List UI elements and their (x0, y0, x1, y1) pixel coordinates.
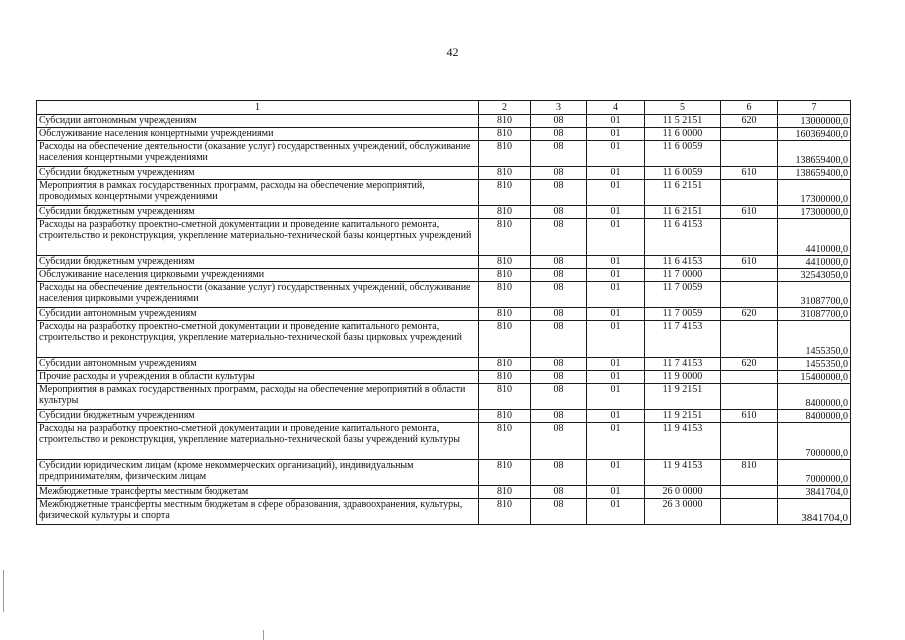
cell-amount: 32543050,0 (778, 269, 851, 282)
cell-expense-type (721, 321, 778, 358)
cell-amount: 7000000,0 (778, 460, 851, 486)
cell-amount: 138659400,0 (778, 141, 851, 167)
column-header: 2 (479, 101, 531, 115)
table-row (37, 384, 851, 410)
table-row (37, 371, 851, 384)
cell-name: Обслуживание населения концертными учреждениями (37, 128, 479, 141)
table-row (37, 219, 851, 256)
cell-section: 08 (531, 423, 587, 460)
cell-subsection: 01 (587, 410, 645, 423)
table-row (37, 269, 851, 282)
cell-code: 810 (479, 167, 531, 180)
cell-target-article: 11 6 0059 (645, 141, 721, 167)
cell-section: 08 (531, 206, 587, 219)
cell-subsection: 01 (587, 321, 645, 358)
table-row (37, 460, 851, 486)
cell-section: 08 (531, 269, 587, 282)
cell-name: Субсидии бюджетным учреждениям (37, 167, 479, 180)
table-row (37, 486, 851, 499)
scan-artifact (3, 570, 4, 612)
cell-code: 810 (479, 460, 531, 486)
cell-section: 08 (531, 167, 587, 180)
cell-expense-type (721, 384, 778, 410)
cell-code: 810 (479, 486, 531, 499)
cell-subsection: 01 (587, 384, 645, 410)
column-header: 4 (587, 101, 645, 115)
cell-code: 810 (479, 115, 531, 128)
cell-target-article: 11 5 2151 (645, 115, 721, 128)
cell-subsection: 01 (587, 206, 645, 219)
cell-name: Расходы на разработку проектно-сметной документации и проведение капитального ремонта, строительство и реконструкция, укрепление материально-технической базы учреждений культуры (37, 423, 479, 460)
cell-subsection: 01 (587, 282, 645, 308)
table-body (37, 115, 851, 525)
table-row (37, 282, 851, 308)
cell-expense-type: 610 (721, 206, 778, 219)
cell-expense-type: 810 (721, 460, 778, 486)
cell-code: 810 (479, 410, 531, 423)
budget-table (36, 100, 851, 525)
cell-subsection: 01 (587, 486, 645, 499)
table-row (37, 128, 851, 141)
table-row (37, 141, 851, 167)
cell-target-article: 11 9 4153 (645, 460, 721, 486)
cell-expense-type (721, 486, 778, 499)
table-row (37, 206, 851, 219)
cell-name: Субсидии бюджетным учреждениям (37, 410, 479, 423)
column-header: 3 (531, 101, 587, 115)
column-header: 7 (778, 101, 851, 115)
cell-section: 08 (531, 486, 587, 499)
column-header: 1 (37, 101, 479, 115)
cell-amount: 7000000,0 (778, 423, 851, 460)
cell-code: 810 (479, 180, 531, 206)
cell-target-article: 11 9 2151 (645, 410, 721, 423)
cell-section: 08 (531, 141, 587, 167)
cell-section: 08 (531, 219, 587, 256)
cell-subsection: 01 (587, 115, 645, 128)
cell-amount: 3841704,0 (778, 499, 851, 525)
table-row (37, 423, 851, 460)
cell-amount: 31087700,0 (778, 308, 851, 321)
cell-expense-type: 610 (721, 167, 778, 180)
cell-section: 08 (531, 358, 587, 371)
cell-code: 810 (479, 499, 531, 525)
cell-subsection: 01 (587, 167, 645, 180)
cell-amount: 17300000,0 (778, 180, 851, 206)
cell-name: Межбюджетные трансферты местным бюджетам в сфере образования, здравоохранения, культуры, физической культуры и спорта (37, 499, 479, 525)
cell-amount: 15400000,0 (778, 371, 851, 384)
cell-target-article: 11 6 4153 (645, 219, 721, 256)
cell-section: 08 (531, 499, 587, 525)
cell-code: 810 (479, 128, 531, 141)
table-row (37, 321, 851, 358)
cell-target-article: 26 0 0000 (645, 486, 721, 499)
cell-section: 08 (531, 384, 587, 410)
cell-code: 810 (479, 269, 531, 282)
cell-amount: 4410000,0 (778, 256, 851, 269)
cell-expense-type: 610 (721, 256, 778, 269)
cell-target-article: 11 9 0000 (645, 371, 721, 384)
cell-amount: 13000000,0 (778, 115, 851, 128)
cell-subsection: 01 (587, 371, 645, 384)
cell-name: Субсидии юридическим лицам (кроме некоммерческих организаций), индивидуальным предпринимателям, физическим лицам (37, 460, 479, 486)
cell-section: 08 (531, 460, 587, 486)
cell-expense-type (721, 219, 778, 256)
table-row (37, 115, 851, 128)
cell-name: Межбюджетные трансферты местным бюджетам (37, 486, 479, 499)
cell-expense-type: 620 (721, 115, 778, 128)
table-row (37, 499, 851, 525)
scan-artifact (263, 630, 264, 640)
cell-name: Прочие расходы и учреждения в области культуры (37, 371, 479, 384)
cell-section: 08 (531, 128, 587, 141)
cell-name: Субсидии автономным учреждениям (37, 115, 479, 128)
cell-section: 08 (531, 180, 587, 206)
cell-amount: 4410000,0 (778, 219, 851, 256)
cell-amount: 31087700,0 (778, 282, 851, 308)
table-row (37, 358, 851, 371)
cell-section: 08 (531, 115, 587, 128)
cell-target-article: 11 6 2151 (645, 206, 721, 219)
cell-subsection: 01 (587, 141, 645, 167)
cell-subsection: 01 (587, 269, 645, 282)
cell-subsection: 01 (587, 128, 645, 141)
cell-code: 810 (479, 321, 531, 358)
cell-amount: 160369400,0 (778, 128, 851, 141)
cell-expense-type: 610 (721, 410, 778, 423)
cell-name: Расходы на разработку проектно-сметной документации и проведение капитального ремонта, строительство и реконструкция, укрепление материально-технической базы цирковых учреждений (37, 321, 479, 358)
table-row (37, 256, 851, 269)
cell-target-article: 11 6 4153 (645, 256, 721, 269)
cell-target-article: 11 9 4153 (645, 423, 721, 460)
header-row (37, 101, 851, 115)
cell-amount: 1455350,0 (778, 358, 851, 371)
page-number: 42 (446, 45, 459, 59)
cell-target-article: 11 7 0059 (645, 308, 721, 321)
cell-code: 810 (479, 256, 531, 269)
cell-subsection: 01 (587, 308, 645, 321)
cell-section: 08 (531, 371, 587, 384)
cell-expense-type (721, 499, 778, 525)
cell-expense-type (721, 141, 778, 167)
cell-subsection: 01 (587, 460, 645, 486)
table-row (37, 410, 851, 423)
cell-amount: 8400000,0 (778, 384, 851, 410)
cell-name: Мероприятия в рамках государственных программ, расходы на обеспечение мероприятий в области культуры (37, 384, 479, 410)
cell-expense-type (721, 269, 778, 282)
cell-target-article: 11 9 2151 (645, 384, 721, 410)
cell-code: 810 (479, 282, 531, 308)
cell-subsection: 01 (587, 180, 645, 206)
cell-amount: 3841704,0 (778, 486, 851, 499)
cell-target-article: 11 6 0059 (645, 167, 721, 180)
cell-section: 08 (531, 410, 587, 423)
cell-expense-type (721, 180, 778, 206)
cell-target-article: 11 7 4153 (645, 321, 721, 358)
cell-code: 810 (479, 206, 531, 219)
cell-expense-type (721, 128, 778, 141)
cell-code: 810 (479, 371, 531, 384)
cell-section: 08 (531, 308, 587, 321)
cell-amount: 8400000,0 (778, 410, 851, 423)
cell-amount: 1455350,0 (778, 321, 851, 358)
cell-section: 08 (531, 256, 587, 269)
cell-subsection: 01 (587, 219, 645, 256)
cell-target-article: 11 6 2151 (645, 180, 721, 206)
cell-code: 810 (479, 384, 531, 410)
cell-target-article: 11 6 0000 (645, 128, 721, 141)
cell-subsection: 01 (587, 499, 645, 525)
cell-expense-type (721, 423, 778, 460)
cell-code: 810 (479, 219, 531, 256)
cell-amount: 17300000,0 (778, 206, 851, 219)
cell-name: Мероприятия в рамках государственных программ, расходы на обеспечение мероприятий, проводимых концертными учреждениями (37, 180, 479, 206)
cell-amount: 138659400,0 (778, 167, 851, 180)
cell-target-article: 26 3 0000 (645, 499, 721, 525)
table-row (37, 308, 851, 321)
cell-name: Обслуживание населения цирковыми учреждениями (37, 269, 479, 282)
cell-expense-type (721, 282, 778, 308)
cell-name: Субсидии бюджетным учреждениям (37, 206, 479, 219)
cell-code: 810 (479, 358, 531, 371)
cell-code: 810 (479, 141, 531, 167)
table-row (37, 180, 851, 206)
cell-name: Субсидии автономным учреждениям (37, 358, 479, 371)
cell-code: 810 (479, 308, 531, 321)
cell-name: Расходы на разработку проектно-сметной документации и проведение капитального ремонта, строительство и реконструкция, укрепление материально-технической базы концертных учреждений (37, 219, 479, 256)
cell-name: Расходы на обеспечение деятельности (оказание услуг) государственных учреждений, обслуживание населения цирковыми учреждениями (37, 282, 479, 308)
cell-expense-type (721, 371, 778, 384)
cell-target-article: 11 7 0059 (645, 282, 721, 308)
cell-subsection: 01 (587, 358, 645, 371)
cell-subsection: 01 (587, 423, 645, 460)
cell-expense-type: 620 (721, 308, 778, 321)
column-header: 5 (645, 101, 721, 115)
cell-subsection: 01 (587, 256, 645, 269)
cell-name: Субсидии бюджетным учреждениям (37, 256, 479, 269)
table-row (37, 167, 851, 180)
cell-section: 08 (531, 321, 587, 358)
cell-name: Расходы на обеспечение деятельности (оказание услуг) государственных учреждений, обслуживание населения концертными учреждениями (37, 141, 479, 167)
column-header: 6 (721, 101, 778, 115)
cell-expense-type: 620 (721, 358, 778, 371)
cell-name: Субсидии автономным учреждениям (37, 308, 479, 321)
cell-section: 08 (531, 282, 587, 308)
cell-code: 810 (479, 423, 531, 460)
cell-target-article: 11 7 4153 (645, 358, 721, 371)
cell-target-article: 11 7 0000 (645, 269, 721, 282)
